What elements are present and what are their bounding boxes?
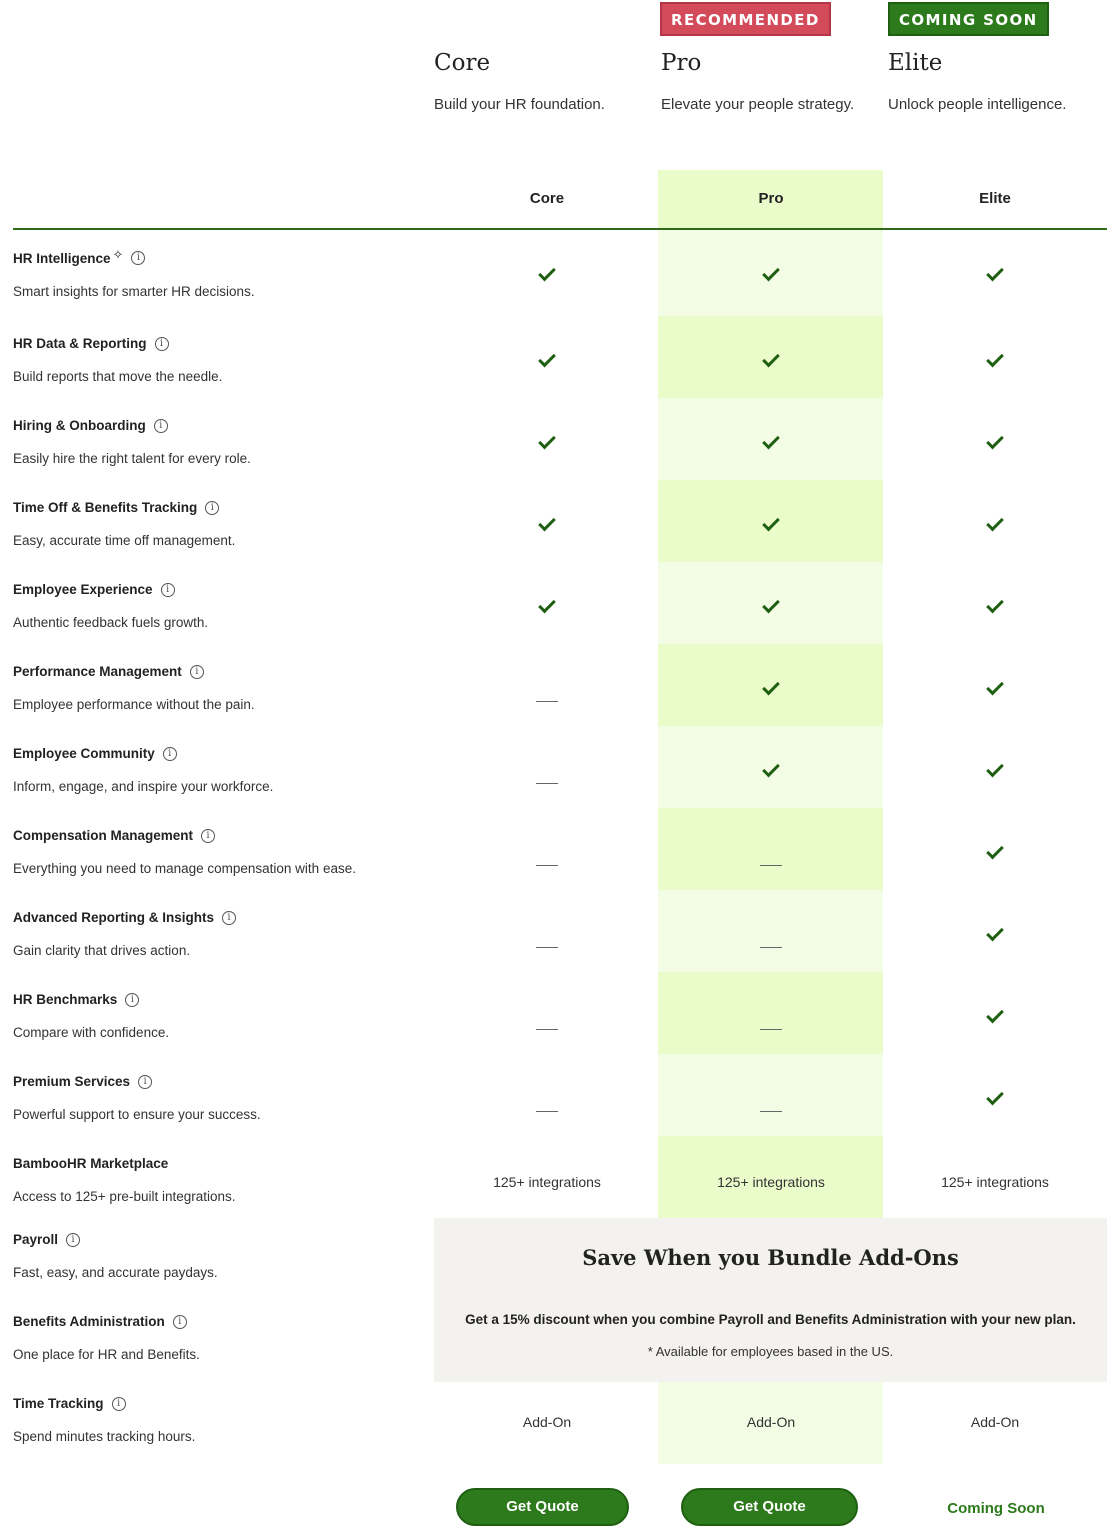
feature-row-label [13, 1314, 423, 1362]
check-icon [986, 264, 1004, 282]
feature-description: Authentic feedback fuels growth. [13, 615, 209, 630]
check-icon [986, 842, 1004, 860]
feature-row-label [13, 500, 423, 548]
dash-icon [760, 1111, 782, 1112]
feature-description: Spend minutes tracking hours. [13, 1429, 196, 1444]
feature-title-text: Premium Services [13, 1074, 131, 1089]
column-header-pro: Pro [758, 190, 784, 207]
dash-icon [536, 1029, 558, 1030]
feature-title-text: Time Tracking [13, 1396, 104, 1411]
info-icon[interactable]: i [161, 583, 175, 597]
info-icon[interactable]: i [163, 747, 177, 761]
feature-title [13, 1074, 423, 1089]
included-check-icon [883, 264, 1107, 280]
check-icon [538, 432, 556, 450]
coming-soon-badge: COMING SOON [888, 2, 1049, 36]
included-check-icon [435, 432, 659, 448]
not-included-dash-icon [659, 938, 883, 954]
not-included-dash-icon [435, 1102, 659, 1118]
check-icon [986, 678, 1004, 696]
check-icon [762, 264, 780, 282]
plan-cell-value: 125+ integrations [493, 1174, 601, 1190]
included-check-icon [883, 514, 1107, 530]
plan-name: Core [434, 50, 491, 76]
check-icon [762, 678, 780, 696]
included-check-icon [883, 596, 1107, 612]
included-check-icon [883, 350, 1107, 366]
check-icon [986, 350, 1004, 368]
plan-name: Elite [888, 50, 943, 76]
not-included-dash-icon [435, 856, 659, 872]
check-icon [986, 1006, 1004, 1024]
feature-description: Easily hire the right talent for every role. [13, 451, 251, 466]
feature-title [13, 1232, 423, 1247]
feature-title [13, 1156, 423, 1171]
not-included-dash-icon [659, 1020, 883, 1036]
bundle-title: Save When you Bundle Add-Ons [582, 1245, 959, 1270]
info-icon[interactable]: i [131, 251, 145, 265]
feature-row-label [13, 336, 423, 384]
feature-description: Employee performance without the pain. [13, 697, 255, 712]
included-check-icon [659, 264, 883, 280]
included-check-icon [435, 596, 659, 612]
pro-column-band [658, 1054, 883, 1136]
dash-icon [536, 865, 558, 866]
feature-description: Powerful support to ensure your success. [13, 1107, 261, 1122]
included-check-icon [435, 264, 659, 280]
info-icon[interactable]: i [201, 829, 215, 843]
included-check-icon [883, 678, 1107, 694]
plan-cell-value: 125+ integrations [717, 1174, 825, 1190]
included-check-icon [883, 924, 1107, 940]
included-check-icon [883, 1006, 1107, 1022]
info-icon[interactable]: i [138, 1075, 152, 1089]
feature-title-text: Advanced Reporting & Insights [13, 910, 215, 925]
feature-title [13, 828, 423, 843]
feature-row-label [13, 1232, 423, 1280]
info-icon[interactable]: i [155, 337, 169, 351]
feature-row-label [13, 664, 423, 712]
not-included-dash-icon [435, 692, 659, 708]
not-included-dash-icon [435, 774, 659, 790]
feature-description: Smart insights for smarter HR decisions. [13, 284, 255, 299]
included-check-icon [659, 432, 883, 448]
included-check-icon [435, 514, 659, 530]
check-icon [538, 350, 556, 368]
included-check-icon [883, 760, 1107, 776]
dash-icon [760, 947, 782, 948]
feature-title-text: Hiring & Onboarding [13, 418, 146, 433]
pro-column-band [658, 808, 883, 890]
check-icon [762, 514, 780, 532]
feature-row-label [13, 247, 423, 299]
included-check-icon [659, 514, 883, 530]
feature-title-text: Compensation Management [13, 828, 194, 843]
feature-title-text: BambooHR Marketplace [13, 1156, 169, 1171]
check-icon [538, 514, 556, 532]
feature-row-label [13, 418, 423, 466]
check-icon [986, 1088, 1004, 1106]
included-check-icon [659, 760, 883, 776]
included-check-icon [883, 842, 1107, 858]
included-check-icon [883, 1088, 1107, 1104]
feature-title [13, 500, 423, 515]
plan-name: Pro [661, 50, 702, 76]
dash-icon [536, 947, 558, 948]
feature-title-text: HR Benchmarks [13, 992, 118, 1007]
feature-row-label [13, 582, 423, 630]
pro-column-band [658, 890, 883, 972]
info-icon[interactable]: i [205, 501, 219, 515]
not-included-dash-icon [435, 938, 659, 954]
feature-description: Everything you need to manage compensation with ease. [13, 861, 356, 876]
feature-description: Compare with confidence. [13, 1025, 170, 1040]
info-icon[interactable]: i [112, 1397, 126, 1411]
feature-description: Gain clarity that drives action. [13, 943, 191, 958]
pro-column-band [658, 972, 883, 1054]
included-check-icon [883, 432, 1107, 448]
check-icon [986, 596, 1004, 614]
feature-title [13, 992, 423, 1007]
feature-row-label [13, 992, 423, 1040]
get-quote-pro-button[interactable]: Get Quote [681, 1488, 858, 1526]
feature-description: Inform, engage, and inspire your workforce. [13, 779, 274, 794]
feature-description: Build reports that move the needle. [13, 369, 223, 384]
feature-title-text: Performance Management [13, 664, 182, 679]
info-icon[interactable]: i [173, 1315, 187, 1329]
dash-icon [760, 865, 782, 866]
check-icon [986, 924, 1004, 942]
feature-title [13, 582, 423, 597]
feature-title [13, 1396, 423, 1411]
feature-description: Fast, easy, and accurate paydays. [13, 1265, 218, 1280]
check-icon [762, 350, 780, 368]
check-icon [986, 514, 1004, 532]
plan-cell-value: Add-On [522, 1414, 572, 1430]
column-header-core: Core [529, 190, 565, 207]
plan-tagline: Unlock people intelligence. [888, 96, 1067, 113]
feature-title [13, 664, 423, 679]
feature-title [13, 336, 423, 351]
plan-cell-value: Add-On [746, 1414, 796, 1430]
plan-tagline: Build your HR foundation. [434, 96, 605, 113]
feature-description: Access to 125+ pre-built integrations. [13, 1189, 236, 1204]
bundle-note: * Available for employees based in the US. [647, 1344, 894, 1359]
feature-row-label [13, 746, 423, 794]
included-check-icon [659, 596, 883, 612]
feature-title [13, 418, 423, 433]
column-header-elite: Elite [979, 190, 1011, 207]
check-icon [762, 432, 780, 450]
feature-row-label [13, 1074, 423, 1122]
plan-cell-value: 125+ integrations [941, 1174, 1049, 1190]
info-icon[interactable]: i [125, 993, 139, 1007]
feature-title-text: Payroll [13, 1232, 59, 1247]
feature-row-label [13, 910, 423, 958]
bundle-discount: Get a 15% discount when you combine Payroll and Benefits Administration with your new plan. [465, 1312, 1076, 1327]
dash-icon [536, 701, 558, 702]
info-icon[interactable]: i [222, 911, 236, 925]
dash-icon [536, 783, 558, 784]
feature-row-label [13, 828, 423, 876]
feature-row-label [13, 1396, 423, 1444]
included-check-icon [659, 350, 883, 366]
plan-cell-value: Add-On [970, 1414, 1020, 1430]
feature-title [13, 910, 423, 925]
check-icon [762, 596, 780, 614]
dash-icon [536, 1111, 558, 1112]
feature-title-text: Benefits Administration [13, 1314, 165, 1329]
sparkle-icon: ✧ [112, 247, 124, 262]
included-check-icon [435, 350, 659, 366]
feature-title [13, 746, 423, 761]
feature-title-text: Employee Experience [13, 582, 153, 597]
not-included-dash-icon [435, 1020, 659, 1036]
feature-title-text: HR Data & Reporting [13, 336, 147, 351]
info-icon[interactable]: i [190, 665, 204, 679]
check-icon [986, 760, 1004, 778]
feature-title-text: Employee Community [13, 746, 155, 761]
coming-soon-link[interactable]: Coming Soon [947, 1500, 1045, 1517]
feature-title [13, 247, 423, 266]
feature-row-label [13, 1156, 423, 1204]
check-icon [538, 596, 556, 614]
info-icon[interactable]: i [66, 1233, 80, 1247]
dash-icon [760, 1029, 782, 1030]
not-included-dash-icon [659, 856, 883, 872]
recommended-badge: RECOMMENDED [660, 2, 831, 36]
included-check-icon [659, 678, 883, 694]
plan-tagline: Elevate your people strategy. [661, 96, 855, 113]
check-icon [538, 264, 556, 282]
feature-title-text: Time Off & Benefits Tracking [13, 500, 198, 515]
check-icon [986, 432, 1004, 450]
feature-description: One place for HR and Benefits. [13, 1347, 200, 1362]
feature-title [13, 1314, 423, 1329]
header-divider [13, 228, 1107, 230]
bundle-promo [434, 1218, 1107, 1382]
check-icon [762, 760, 780, 778]
not-included-dash-icon [659, 1102, 883, 1118]
feature-title-text: HR Intelligence [13, 250, 111, 266]
get-quote-core-button[interactable]: Get Quote [456, 1488, 629, 1526]
feature-description: Easy, accurate time off management. [13, 533, 236, 548]
info-icon[interactable]: i [154, 419, 168, 433]
